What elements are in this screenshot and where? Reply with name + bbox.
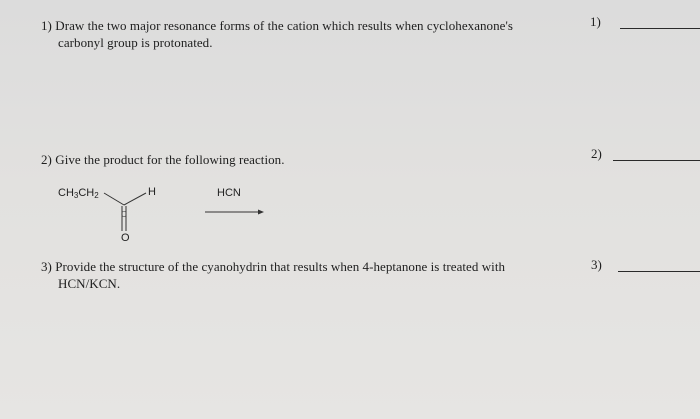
question-1-text-line2: carbonyl group is protonated. — [58, 35, 213, 50]
answer-3-label: 3) — [591, 257, 602, 272]
reaction-arrow-head — [258, 210, 264, 215]
question-3-number: 3) — [41, 259, 52, 274]
carbonyl-oxygen-label: O — [121, 232, 130, 244]
bond-ch2-to-carbonyl — [104, 193, 124, 205]
question-3-text-line2: HCN/KCN. — [58, 276, 121, 291]
question-1-text-line1: Draw the two major resonance forms of the cation which results when cyclohexanone's — [55, 18, 513, 33]
reactant-ch2: CH — [78, 187, 95, 199]
question-3-text-line1: Provide the structure of the cyanohydrin that results when 4-heptanone is treated with — [55, 259, 506, 274]
question-3 — [41, 258, 581, 292]
reactant-ch3: CH — [58, 187, 74, 199]
carbonyl-carbon-label: C — [121, 210, 127, 219]
reagent-label: HCN — [217, 187, 241, 199]
answer-blank-3 — [591, 257, 602, 273]
reactant-sub-3: 3 — [73, 191, 79, 200]
answer-2-label: 2) — [591, 146, 602, 161]
answer-3-line — [618, 271, 700, 272]
bond-carbonyl-to-h — [124, 193, 146, 205]
question-1-number: 1) — [41, 18, 52, 33]
question-2-text: Give the product for the following reaction. — [55, 152, 285, 167]
question-2-number: 2) — [41, 152, 52, 167]
reactant-sub-2: 2 — [94, 191, 99, 200]
aldehyde-hydrogen-label: H — [148, 186, 156, 198]
answer-1-label: 1) — [590, 14, 601, 29]
